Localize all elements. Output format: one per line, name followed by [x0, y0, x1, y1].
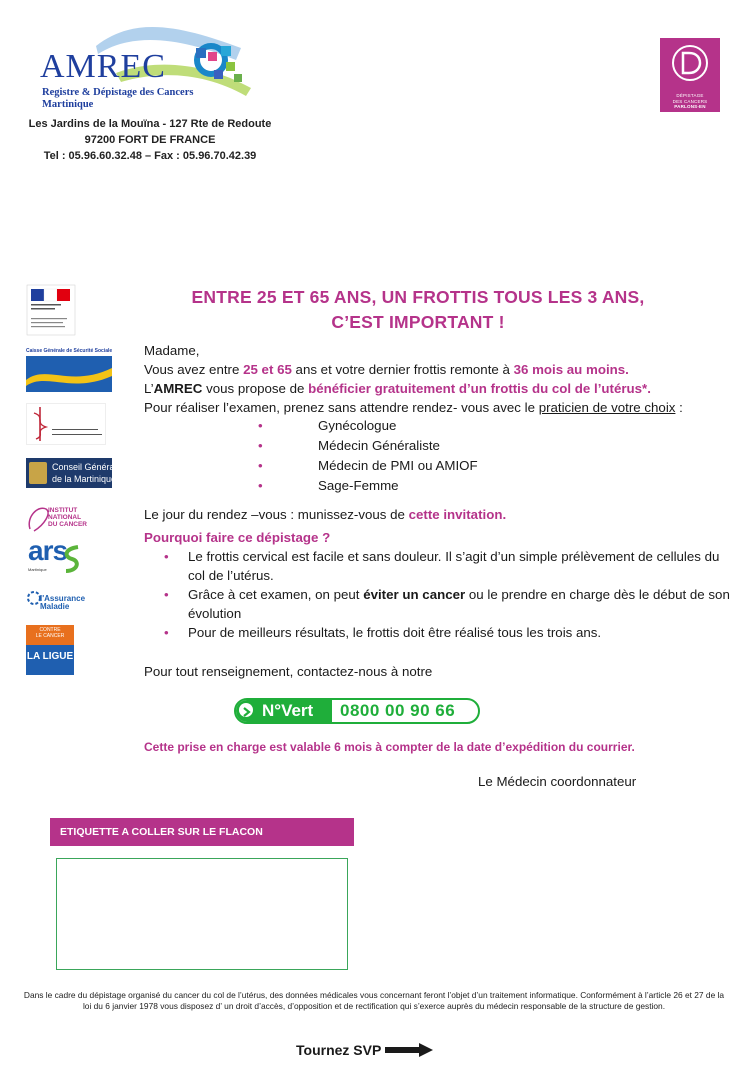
p2-amrec: AMREC	[153, 381, 203, 396]
contact-text: Pour tout renseignement, contactez-nous à notre	[144, 664, 433, 679]
assurance-maladie-logo	[26, 587, 96, 615]
why-item-2c: ou le prendre en charge dès le début de son évolution	[188, 587, 730, 621]
p3-choice: praticien de votre choix	[538, 400, 676, 415]
numero-vert-label-block	[236, 700, 332, 722]
paragraph-invitation	[144, 505, 506, 524]
phone-fax: Tel : 05.96.60.32.48 – Fax : 05.96.70.42.39	[43, 150, 257, 162]
address-line-1: Les Jardins de la Mouïna - 127 Rte de Redoute	[28, 118, 272, 130]
practitioner-label: Médecin de PMI ou AMIOF	[318, 458, 478, 473]
badge-line-3: PARLONS-EN	[674, 104, 706, 109]
turn-page-note	[296, 1042, 433, 1058]
bullet-icon: •	[164, 549, 169, 564]
csss-logo	[26, 348, 112, 394]
p4-invitation: cette invitation	[408, 507, 503, 522]
why-item-1: Le frottis cervical est facile et sans douleur. Il s’agit d’un simple prélèvement de cellules du col de l’utérus.	[188, 549, 720, 583]
bullet-icon: •	[258, 438, 263, 453]
numero-vert-label: N°Vert	[262, 701, 314, 720]
bullet-icon: •	[258, 478, 263, 493]
paragraph-offer	[144, 379, 651, 398]
label-box-header	[50, 818, 354, 846]
title-line-2: C’EST IMPORTANT !	[331, 312, 505, 332]
numero-vert-number[interactable]: 0800 00 90 66	[340, 701, 456, 720]
p2-text-c: vous propose de	[202, 381, 309, 396]
badge-line-1: DÉPISTAGE	[676, 93, 704, 98]
conseil-general-emblem-icon	[29, 462, 47, 484]
ars-logo	[26, 535, 96, 577]
ligue-logo	[26, 625, 74, 675]
ligue-top-1: CONTRE	[39, 627, 61, 633]
why-item-3: Pour de meilleurs résultats, le frottis doit être réalisé tous les trois ans.	[188, 625, 602, 640]
practitioner-label: Sage-Femme	[318, 478, 399, 493]
am-line-2: Maladie	[40, 602, 70, 611]
bullet-icon: •	[258, 418, 263, 433]
p2-free-offer: bénéficier gratuitement d’un frottis du col de l’utérus*.	[308, 381, 651, 396]
numero-vert-banner[interactable]	[234, 698, 480, 724]
inca-logo	[26, 503, 96, 533]
list-item	[160, 585, 730, 623]
p4-period: .	[502, 507, 507, 522]
cg-line-2: de la Martinique	[52, 474, 117, 484]
letter-title	[140, 285, 696, 335]
why-item-2a: Grâce à cet examen, on peut	[188, 587, 364, 602]
salutation: Madame,	[144, 343, 200, 358]
arrow-right-icon	[239, 703, 253, 717]
legal-notice: Dans le cadre du dépistage organisé du cancer du col de l’utérus, des données médicales vous concernant feront l’objet d’un traitement informatique. Conformément à l’article 26 et 27 de la loi du 6 janvier 1978 vous disposez d’ un droit d’accès, d’opposition et de rectification qui s’exerce auprès du médecin responsable de la structure de gestion.	[23, 990, 725, 1011]
p3-text-a: Pour réaliser l’examen, prenez sans attendre rendez- vous avec le	[144, 400, 539, 415]
title-line-1: ENTRE 25 ET 65 ANS, UN FROTTIS TOUS LES 3 ANS,	[191, 287, 645, 307]
inca-line-2: NATIONAL	[48, 514, 82, 521]
label-box-title: ETIQUETTE A COLLER SUR LE FLACON	[60, 826, 263, 838]
paragraph-age	[144, 360, 629, 379]
amrec-wordmark: AMREC	[40, 48, 166, 85]
cg-line-1: Conseil Général	[52, 462, 117, 472]
p4-text-a: Le jour du rendez –vous : munissez-vous de	[144, 507, 409, 522]
ministere-logo	[26, 284, 76, 336]
badge-line-2: DES CANCERS	[672, 98, 708, 104]
paragraph-appointment	[144, 398, 683, 417]
p1-age-range: 25 et 65	[243, 362, 292, 377]
p1-text-a: Vous avez entre	[144, 362, 244, 377]
list-item	[160, 547, 730, 585]
p3-text-c: :	[675, 400, 683, 415]
label-sticker-area	[56, 858, 348, 970]
why-item-2b: éviter un cancer	[363, 587, 466, 602]
practitioner-label: Gynécologue	[318, 418, 397, 433]
ars-sub: Martinique	[28, 567, 47, 572]
bullet-icon: •	[164, 587, 169, 602]
depistage-badge	[660, 38, 720, 112]
p1-text-c: ans et votre dernier frottis remonte à	[291, 362, 514, 377]
am-line-1: l'Assurance	[40, 594, 86, 603]
bullet-icon: •	[164, 625, 169, 640]
ligue-main: LA LIGUE	[26, 651, 74, 662]
csss-label: Caisse Générale de Sécurité Sociale	[26, 348, 113, 354]
caduceus-icon	[26, 403, 106, 445]
practitioner-label: Médecin Généraliste	[318, 438, 440, 453]
list-item	[160, 623, 730, 642]
conseil-general-logo	[26, 458, 117, 488]
signature: Le Médecin coordonnateur	[478, 774, 637, 789]
why-title: Pourquoi faire ce dépistage ?	[144, 530, 331, 545]
amrec-subtitle: Registre & Dépistage des Cancers	[42, 87, 194, 98]
ligue-top-2: LE CANCER	[35, 633, 65, 639]
marianne-icon	[26, 284, 76, 336]
bullet-icon: •	[258, 458, 263, 473]
validity-notice: Cette prise en charge est valable 6 mois à compter de la date d’expédition du courrier.	[144, 740, 635, 754]
conseil-ordre-logo	[26, 403, 106, 445]
ars-wordmark: ars	[28, 535, 68, 566]
why-list	[160, 547, 730, 642]
depistage-d-icon	[660, 38, 720, 88]
inca-line-3: DU CANCER	[48, 521, 87, 528]
p2-text-a: L’	[144, 381, 154, 396]
arrow-right-icon	[385, 1043, 433, 1057]
amrec-region: Martinique	[42, 99, 94, 110]
turn-page-text: Tournez SVP	[296, 1042, 382, 1058]
address-line-2: 97200 FORT DE FRANCE	[84, 134, 216, 146]
ars-swoosh-icon	[62, 543, 82, 573]
csss-wave-icon	[26, 354, 112, 392]
inca-line-1: INSTITUT	[48, 507, 78, 514]
p1-months: 36 mois au moins.	[513, 362, 629, 377]
